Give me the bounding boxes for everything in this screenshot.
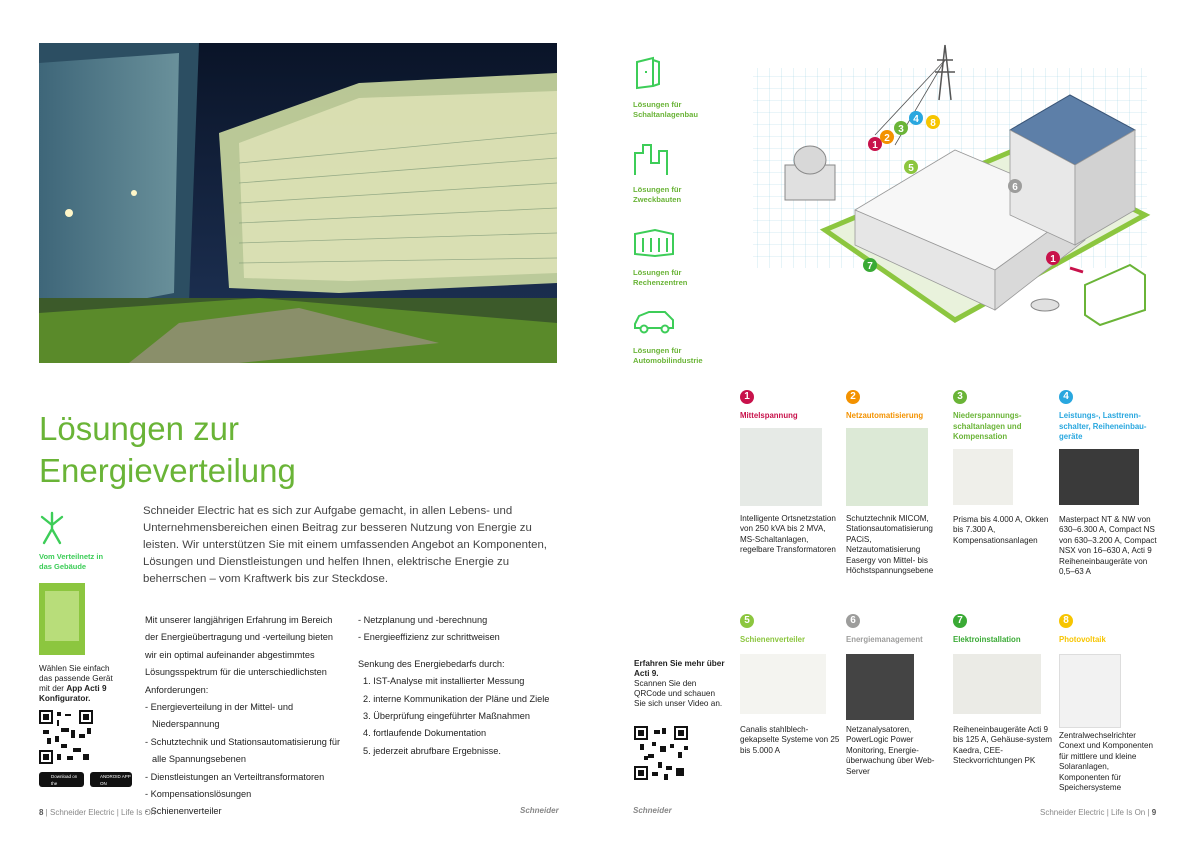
footer-brand: Schneider Electric	[1040, 808, 1105, 817]
ordered-item: 2. interne Kommunikation der Pläne und Ziele	[363, 693, 550, 704]
ordered-item: 1. IST-Analyse mit installierter Messung	[363, 676, 525, 687]
qr-code-app[interactable]	[39, 710, 93, 764]
product-card-1[interactable]	[740, 390, 840, 556]
product-description: Reiheneinbaugeräte Acti 9 bis 125 A, Gehäuse-system Kaedra, CEE-Steckvorrichtungen PK	[953, 724, 1052, 766]
reduction-heading: Senkung des Energiebedarfs durch:	[358, 658, 505, 669]
building-icon	[633, 141, 677, 175]
intro-paragraph: Schneider Electric hat es sich zur Aufgabe gemacht, in allen Lebens- und Unternehmensbereichen einen Beitrag zur besseren Nutzung von Energie zu leisten. Wir unterstützen Sie mit einem umfassenden Angebot an Komponenten, Lösungen und Dienstleistungen und helfen Ihnen, elektrische Energie zu beherrschen – vom Kraftwerk bis zur Steckdose.	[143, 505, 547, 585]
product-description: Netzanalysatoren, PowerLogic Power Monitoring, Energie-überwachung über Web-Server	[846, 724, 935, 776]
body-column-right	[358, 612, 558, 760]
product-heading: Photovoltaik	[1059, 635, 1106, 644]
diagram-num: 7	[867, 261, 873, 272]
product-heading: Elektroinstallation	[953, 635, 1021, 644]
schneider-logo: Schneider	[633, 806, 672, 815]
product-number: 6	[846, 614, 860, 628]
footer-brand: Schneider Electric	[49, 808, 115, 817]
door-cabinet-icon	[633, 56, 677, 90]
category-zweckbauten[interactable]	[633, 141, 703, 205]
product-image	[740, 654, 826, 714]
acti9-info	[634, 659, 726, 709]
product-description: Prisma bis 4.000 A, Okken bis 7.300 A, Kompensationsanlagen	[953, 514, 1049, 545]
product-card-7[interactable]	[953, 614, 1053, 767]
product-description: Schutztechnik MICOM, Stationsautomatisierung PACiS, Netzautomatisierung Easergy von Mittel- bis Höchstspannungsebene	[846, 513, 934, 576]
product-number: 1	[740, 390, 754, 404]
body-column-left	[145, 612, 347, 821]
car-icon	[633, 306, 677, 340]
diagram-num: 1	[872, 140, 878, 151]
sidebar-label: Vom Verteilnetz in das Gebäude	[39, 552, 104, 571]
category-rechenzentren[interactable]	[633, 228, 703, 288]
sidebar-text-plain: Wählen Sie einfach das passende Gerät mit der	[39, 664, 113, 693]
ordered-item: 5. jederzeit abrufbare Ergebnisse.	[363, 745, 501, 756]
sidebar-text-bold: App Acti 9 Konfigurator.	[39, 684, 107, 703]
product-image	[953, 654, 1041, 714]
photo-illustration	[39, 43, 557, 363]
page-number: 8	[39, 808, 44, 817]
category-schaltanlagenbau[interactable]	[633, 56, 723, 120]
energy-distribution-diagram	[745, 40, 1165, 330]
list-item: - Schutztechnik und Stationsautomatisierung für alle Spannungsebenen	[145, 736, 341, 765]
product-number: 7	[953, 614, 967, 628]
acti9-text: Scannen Sie den QRCode und schauen Sie sich unser Video an.	[634, 679, 723, 708]
footer-claim: Life Is On	[121, 808, 156, 817]
page-number: 9	[1151, 808, 1157, 817]
list-item: - Schienenverteiler	[145, 806, 222, 817]
product-heading: Netzautomatisierung	[846, 411, 924, 420]
ordered-item: 3. Überprüfung eingeführter Maßnahmen	[363, 711, 531, 722]
product-card-4[interactable]	[1059, 390, 1159, 578]
list-item: - Energieeffizienz zur schrittweisen	[358, 632, 500, 643]
list-item: - Energieverteilung in der Mittel- und Niederspannung	[145, 702, 294, 730]
diagram-num: 4	[913, 114, 919, 125]
category-label: Lösungen für Schaltanlagenbau	[633, 100, 698, 119]
category-label: Lösungen für Zweckbauten	[633, 185, 682, 204]
product-description: Zentralwechselrichter Conext und Komponenten für mittlere und kleine Solaranlagen, Komponenten für Speichersysteme	[1059, 730, 1154, 793]
diagram-num: 3	[898, 124, 904, 135]
list-item: - Netzplanung und -berechnung	[358, 615, 488, 625]
ordered-item: 4. fortlaufende Dokumentation	[363, 728, 487, 739]
body-intro: Mit unserer langjährigen Erfahrung im Bereich der Energieübertragung und -verteilung bieten wir ein optimal aufeinander abgestimmtes Lösungsspektrum für die unterschiedlichsten Anforderungen:	[145, 615, 333, 695]
sidebar-text	[39, 664, 119, 704]
category-label: Lösungen für Rechenzentren	[633, 268, 688, 287]
product-card-3[interactable]	[953, 390, 1053, 546]
product-card-2[interactable]	[846, 390, 946, 577]
qr-code-acti9[interactable]	[634, 726, 688, 780]
product-heading: Leistungs-, Lasttrenn-schalter, Reiheneinbau-geräte	[1059, 411, 1147, 441]
app-store-small-text: Download on the	[51, 774, 78, 786]
app-store-label: App Store	[51, 787, 69, 801]
product-card-6[interactable]	[846, 614, 946, 777]
app-store-button[interactable]	[39, 772, 84, 801]
datacenter-icon	[633, 228, 677, 262]
footer-right: Schneider Electric | Life Is On | 9	[1040, 808, 1157, 817]
product-card-5[interactable]	[740, 614, 840, 756]
list-item: - Dienstleistungen an Verteiltransformatoren	[145, 771, 325, 782]
product-image	[1059, 654, 1121, 728]
diagram-num: 2	[884, 133, 890, 144]
diagram-num: 8	[930, 118, 936, 129]
title-line-2: Energieverteilung	[39, 452, 296, 489]
category-automobilindustrie[interactable]	[633, 306, 733, 366]
office-building-photo	[39, 43, 557, 363]
product-image	[846, 654, 914, 720]
google-play-label: Google play	[100, 787, 123, 801]
product-heading: Niederspannungs-schaltanlagen und Kompensation	[953, 411, 1022, 441]
diagram-num: 1	[1050, 254, 1056, 265]
product-heading: Schienenverteiler	[740, 635, 806, 644]
footer-claim: Life Is On	[1111, 808, 1146, 817]
page-title	[39, 408, 296, 492]
google-play-small-text: ANDROID APP ON	[100, 774, 131, 786]
acti9-app-cover[interactable]	[39, 583, 85, 655]
acti9-heading: Erfahren Sie mehr über Acti 9.	[634, 659, 725, 678]
schneider-logo: Schneider	[520, 806, 559, 815]
product-description: Intelligente Ortsnetzstation von 250 kVA bis 2 MVA, MS-Schaltanlagen, regelbare Transformatoren	[740, 513, 836, 555]
product-number: 3	[953, 390, 967, 404]
product-number: 5	[740, 614, 754, 628]
category-label: Lösungen für Automobilindustrie	[633, 346, 703, 365]
product-image	[1059, 449, 1139, 505]
product-image	[740, 428, 822, 506]
product-heading: Mittelspannung	[740, 411, 798, 420]
product-description: Canalis stahlblech-gekapselte Systeme von 25 bis 5.000 A	[740, 724, 840, 755]
product-card-8[interactable]	[1059, 614, 1159, 794]
product-heading: Energiemanagement	[846, 635, 923, 644]
product-number: 4	[1059, 390, 1073, 404]
product-description: Masterpact NT & NW von 630–6.300 A, Compact NS von 630–3.200 A, Compact NSX von 16–630 A, Acti 9 Reiheneinbaugeräte von 0,5–63 A	[1059, 514, 1157, 577]
energy-person-icon	[37, 511, 67, 545]
product-image	[846, 428, 928, 506]
diagram-num: 5	[908, 163, 914, 174]
title-line-1: Lösungen zur	[39, 410, 239, 447]
product-image	[953, 449, 1013, 505]
list-item: - Kompensationslösungen	[145, 789, 252, 800]
product-number: 8	[1059, 614, 1073, 628]
google-play-button[interactable]	[90, 772, 132, 801]
footer-left: 8 | Schneider Electric | Life Is On	[39, 808, 156, 817]
diagram-num: 6	[1012, 182, 1018, 193]
product-number: 2	[846, 390, 860, 404]
